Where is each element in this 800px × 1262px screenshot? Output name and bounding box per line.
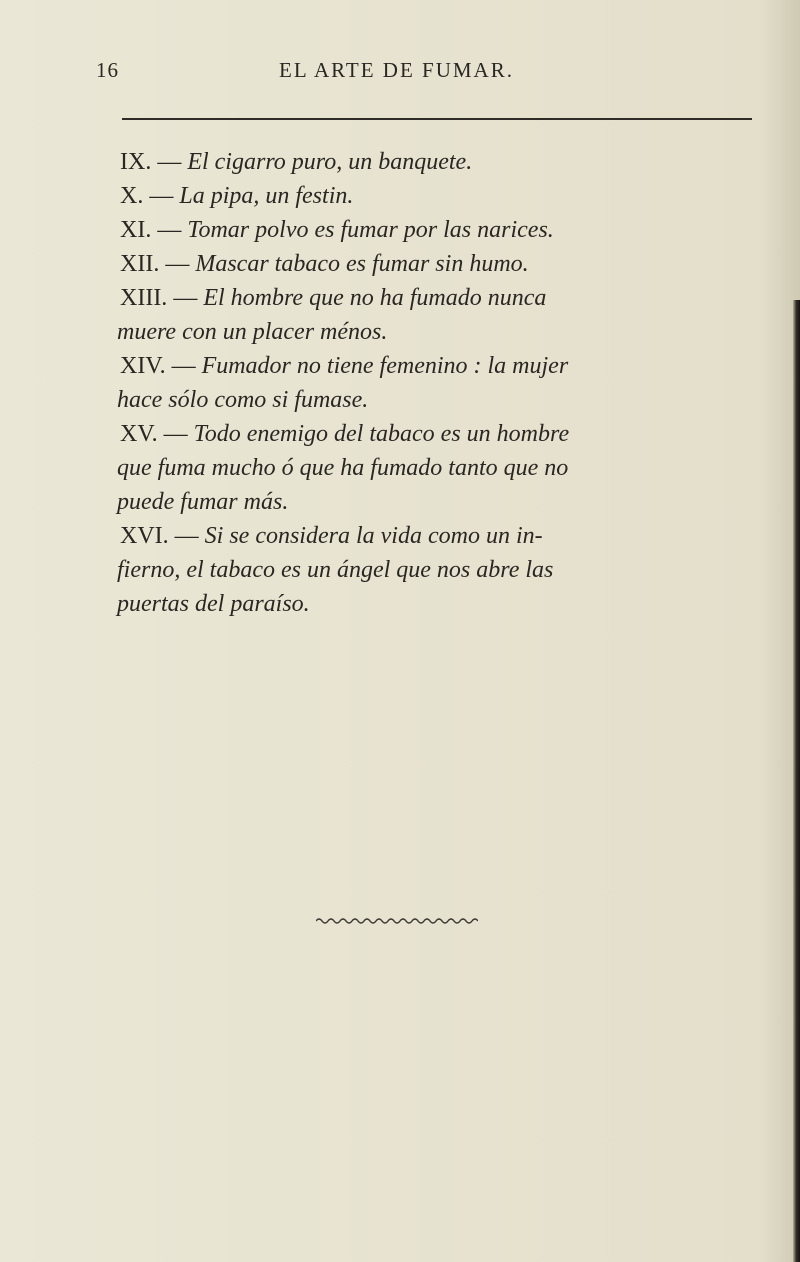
maxim-text-line: que fuma mucho ó que ha fumado tanto que no <box>117 455 569 481</box>
maxim-numeral: XIV. <box>120 353 166 379</box>
book-title: EL ARTE DE FUMAR. <box>279 58 514 82</box>
header-rule <box>122 118 752 120</box>
maxim-dash: — <box>157 149 182 175</box>
maxim-xvi <box>117 519 770 621</box>
maxim-text: La pipa, un festin. <box>179 183 354 209</box>
page-edge-shadow <box>793 300 800 1262</box>
maxim-text-line: puertas del paraíso. <box>117 591 310 617</box>
maxim-text-line: muere con un placer ménos. <box>117 319 388 345</box>
maxim-text-line: Si se considera la vida como un in- <box>204 523 543 549</box>
maxim-xi <box>120 213 770 247</box>
page-number: 16 <box>96 58 119 82</box>
maxim-numeral: IX. <box>120 149 152 175</box>
maxim-dash: — <box>174 523 199 549</box>
maxim-text-line: Todo enemigo del tabaco es un hombre <box>193 421 570 447</box>
maxim-text: El cigarro puro, un banquete. <box>187 149 473 175</box>
maxim-text-line: hace sólo como si fumase. <box>117 387 369 413</box>
maxim-xiv <box>117 349 770 417</box>
maxim-text: Mascar tabaco es fumar sin humo. <box>195 251 529 277</box>
maxim-dash: — <box>157 217 182 243</box>
maxim-text: Tomar polvo es fumar por las narices. <box>187 217 554 243</box>
wavy-end-ornament-icon <box>316 917 478 925</box>
maxim-numeral: XV. <box>120 421 158 447</box>
maxim-numeral: XI. <box>120 217 152 243</box>
maxim-numeral: XIII. <box>120 285 168 311</box>
maxim-text-line: puede fumar más. <box>117 489 289 515</box>
maxim-text-line: fierno, el tabaco es un ángel que nos abre las <box>117 557 554 583</box>
maxim-dash: — <box>171 353 196 379</box>
maxim-xii <box>120 247 770 281</box>
maxim-numeral: XII. <box>120 251 160 277</box>
maxim-dash: — <box>173 285 198 311</box>
maxim-x <box>120 179 770 213</box>
maxim-numeral: XVI. <box>120 523 169 549</box>
maxim-xiii <box>117 281 770 349</box>
maxim-ix <box>120 145 770 179</box>
maxim-dash: — <box>163 421 188 447</box>
maxim-text-line: El hombre que no ha fumado nunca <box>203 285 547 311</box>
maxim-dash: — <box>165 251 190 277</box>
maxims-list <box>117 145 770 621</box>
maxim-numeral: X. <box>120 183 144 209</box>
maxim-dash: — <box>149 183 174 209</box>
running-head <box>96 58 756 88</box>
maxim-xv <box>117 417 770 519</box>
maxim-text-line: Fumador no tiene femenino : la mujer <box>201 353 569 379</box>
